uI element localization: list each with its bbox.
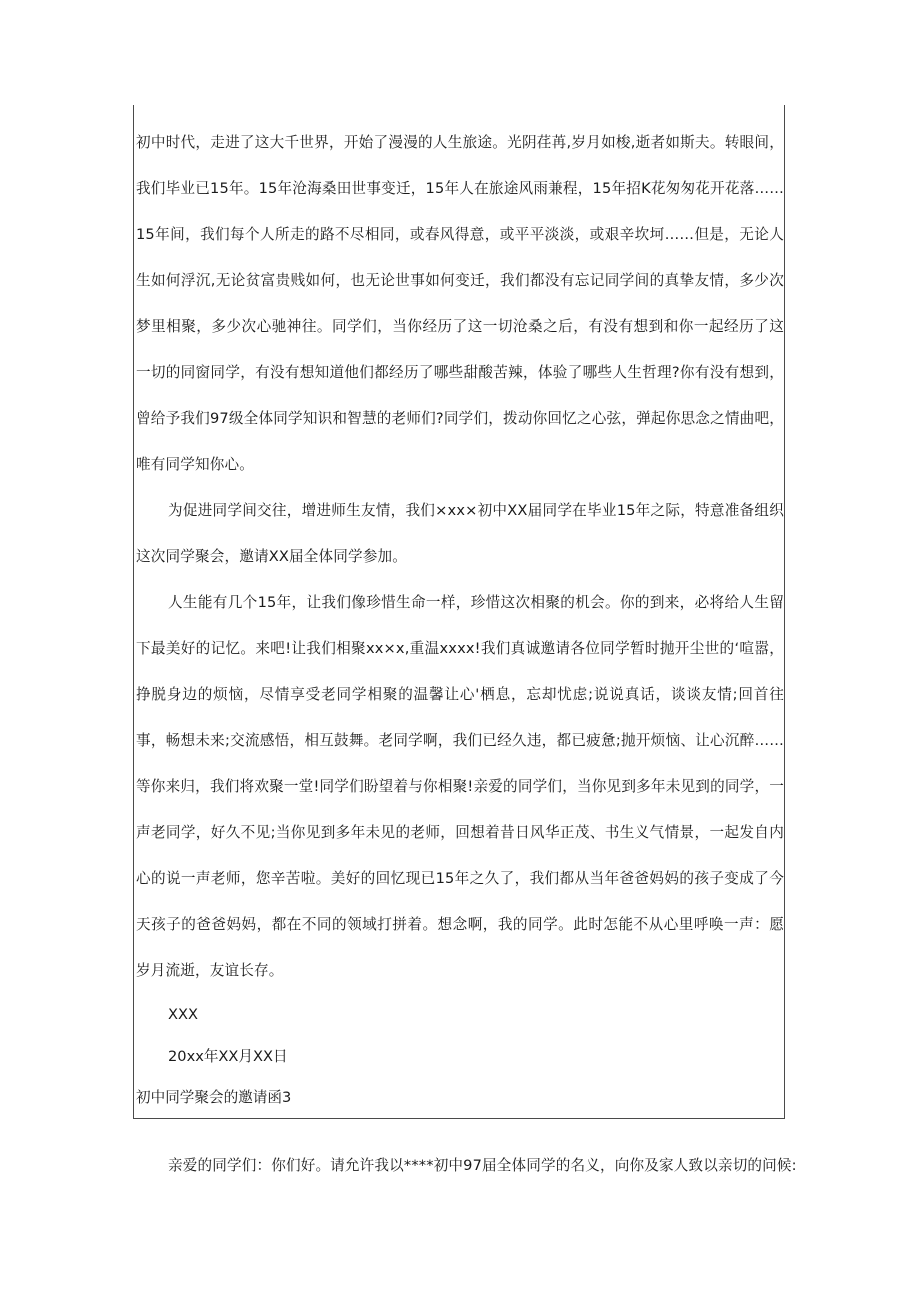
date-line: 20xx年XX月XX日 (168, 1048, 288, 1065)
paragraph-purpose: 为促进同学间交往，增进师生友情，我们×xx×初中XX届同学在毕业15年之际，特意准备组织这次同学聚会，邀请XX届全体同学参加。 (136, 502, 784, 565)
section-title: 初中同学聚会的邀请函3 (136, 1089, 292, 1106)
letter-body (136, 120, 784, 1118)
next-letter (136, 1143, 796, 1189)
paragraph-invitation: 人生能有几个15年，让我们像珍惜生命一样，珍惜这次相聚的机会。你的到来，必将给人生留下最美好的记忆。来吧!让我们相聚xx×x,重温xxxx!我们真诚邀请各位同学暂时抛开尘世的‘喧嚣，挣脱身边的烦恼，尽情享受老同学相聚的温馨让心'栖息，忘却忧虑;说说真话，谈谈友情;回首往事，畅想未来;交流感悟，相互鼓舞。老同学啊，我们已经久违，都已疲惫;抛开烦恼、让心沉醉……等你来归，我们将欢聚一堂!同学们盼望着与你相聚!亲爱的同学们，当你见到多年未见到的同学，一声老同学，好久不见;当你见到多年未见的老师，回想着昔日风华正茂、书生义气情景，一起发自内心的说一声老师，您辛苦啦。美好的回忆现已15年之久了，我们都从当年爸爸妈妈的孩子变成了今天孩子的爸爸妈妈，都在不同的领域打拼着。想念啊，我的同学。此时怎能不从心里呼唤一声：愿岁月流逝，友谊长存。 (136, 594, 784, 979)
paragraph-memories: 初中时代，走进了这大千世界，开始了漫漫的人生旅途。光阴荏苒,岁月如梭,逝者如斯夫。转眼间，我们毕业已15年。15年沧海桑田世事变迁，15年人在旅途风雨兼程，15年招K花匆匆花开花落……15年间，我们每个人所走的路不尽相同，或春风得意，或平平淡淡，或艰辛坎坷……但是，无论人生如何浮沉,无论贫富贵贱如何，也无论世事如何变迁，我们都没有忘记同学间的真挚友情，多少次梦里相聚，多少次心驰神往。同学们，当你经历了这一切沧桑之后，有没有想到和你一起经历了这一切的同窗同学，有没有想知道他们都经历了哪些甜酸苦辣，体验了哪些人生哲理?你有没有想到，曾给予我们97级全体同学知识和智慧的老师们?同学们，拨动你回忆之心弦，弹起你思念之情曲吧，唯有同学知你心。 (136, 134, 784, 473)
signature: XXX (168, 1006, 198, 1023)
greeting-line: 亲爱的同学们：你们好。请允许我以****初中97届全体同学的名义，向你及家人致以亲切的问候: (168, 1157, 797, 1174)
